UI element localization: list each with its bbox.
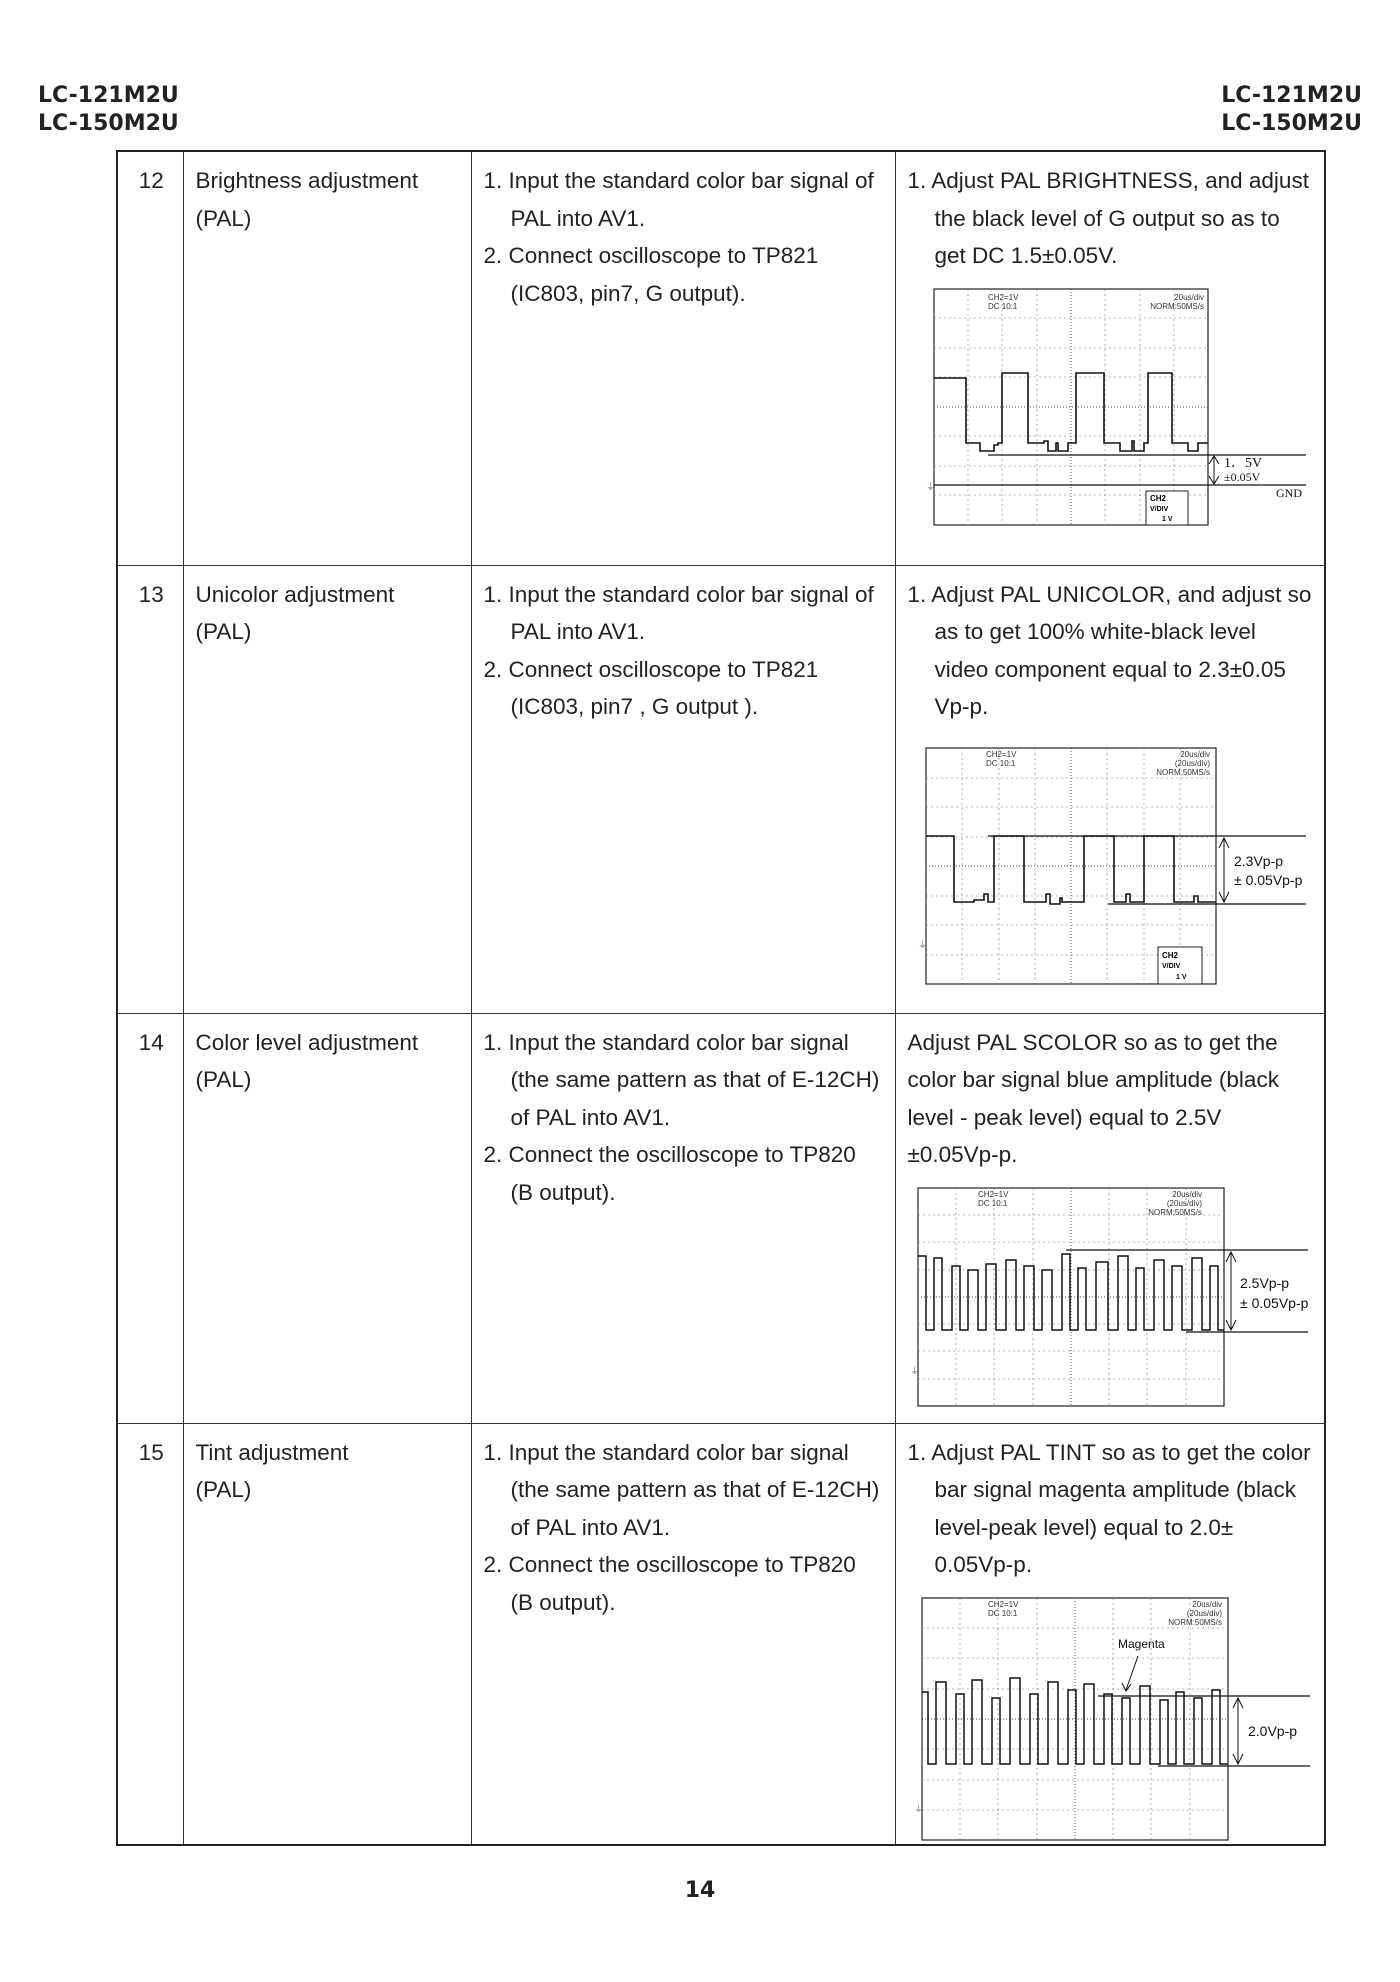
channel-label: V/DIV: [1161, 962, 1180, 970]
adjustment-item: [183, 1013, 471, 1423]
table-row: [117, 151, 1325, 565]
item-system: (PAL): [195, 205, 252, 231]
scope-setting-text: 20us/div: [1173, 292, 1204, 302]
adjustment-procedure: [895, 151, 1325, 565]
table-row: [117, 1013, 1325, 1423]
scope-setting-text: NORM:50MS/s: [1147, 1207, 1202, 1217]
scope-setting-text: NORM:50MS/s: [1167, 1617, 1222, 1627]
scope-setting-text: NORM:50MS/s: [1155, 767, 1210, 777]
row-number: 15: [117, 1423, 183, 1845]
ground-symbol-icon: ⏚: [913, 1803, 923, 1814]
condition-step: 1. Input the standard color bar signal of PAL into AV1.: [483, 168, 874, 231]
item-title: Brightness adjustment: [195, 168, 419, 193]
model-header-right: [1221, 82, 1362, 138]
marker-value: 2.3Vp-p: [1233, 852, 1283, 869]
row-number: 12: [117, 151, 183, 565]
condition-step: 2. Connect oscilloscope to TP821 (IC803, pin7 , G output ).: [483, 656, 819, 719]
scope-setting-text: 20us/div: [1191, 1599, 1222, 1609]
adjustment-item: [183, 565, 471, 1013]
scope-setting-text: DC 10:1: [987, 301, 1017, 311]
table-row: [117, 565, 1325, 1013]
model-name-2: LC-150M2U: [1221, 111, 1362, 136]
marker-value: 2.5Vp-p: [1239, 1274, 1289, 1291]
marker-gnd: GND: [1275, 485, 1302, 500]
scope-setting-text: (20us/div): [1186, 1608, 1222, 1618]
adjustment-procedure: [895, 1423, 1325, 1845]
model-name-1: LC-121M2U: [1221, 83, 1362, 108]
scope-setting-text: CH2=1V: [987, 1599, 1018, 1609]
scope-setting-text: CH2=1V: [987, 292, 1018, 302]
condition-step: 2. Connect oscilloscope to TP821 (IC803, pin7, G output).: [483, 243, 819, 306]
scope-setting-text: (20us/div): [1166, 1198, 1202, 1208]
page-number: 14: [684, 1878, 716, 1903]
scope-setting-text: DC 10:1: [985, 758, 1015, 768]
item-title: Unicolor adjustment: [195, 581, 395, 607]
condition-step: 1. Input the standard color bar signal of PAL into AV1.: [483, 581, 874, 644]
oscilloscope-waveform: [908, 285, 1308, 535]
marker-value: 2.0Vp-p: [1247, 1722, 1297, 1739]
adjustment-procedure: [895, 1013, 1325, 1423]
procedure-step: 1. Adjust PAL BRIGHTNESS, and adjust the black level of G output so as to get DC 1.5±0.05V.: [907, 168, 1309, 268]
ground-symbol-icon: ⏚: [925, 481, 935, 492]
scope-setting-text: DC 10:1: [987, 1608, 1017, 1618]
ground-symbol-icon: ⏚: [917, 939, 927, 950]
adjustment-procedure: [895, 565, 1325, 1013]
channel-label: CH2: [1161, 950, 1178, 960]
adjustment-conditions: [471, 151, 895, 565]
scope-setting-text: DC 10:1: [977, 1198, 1007, 1208]
condition-step: 1. Input the standard color bar signal (the same pattern as that of E-12CH) of PAL into AV1.: [483, 1439, 880, 1540]
magenta-annotation: Magenta: [1117, 1636, 1165, 1651]
ground-symbol-icon: ⏚: [909, 1365, 919, 1376]
scope-setting-text: CH2=1V: [977, 1189, 1008, 1199]
scope-setting-text: NORM:50MS/s: [1149, 301, 1204, 311]
adjustment-table: [116, 150, 1326, 1846]
table-row: [117, 1423, 1325, 1845]
scope-setting-text: 20us/div: [1171, 1189, 1202, 1199]
channel-label: 1 V: [1161, 515, 1173, 523]
model-header-left: [38, 82, 179, 138]
scope-setting-text: (20us/div): [1174, 758, 1210, 768]
condition-step: 2. Connect the oscilloscope to TP820 (B output).: [483, 1552, 856, 1615]
adjustment-conditions: [471, 1013, 895, 1423]
marker-tolerance: ± 0.05Vp-p: [1239, 1294, 1308, 1311]
condition-step: 1. Input the standard color bar signal (the same pattern as that of E-12CH) of PAL into AV1.: [483, 1029, 880, 1130]
adjustment-conditions: [471, 1423, 895, 1845]
item-title: Tint adjustment: [195, 1439, 349, 1465]
marker-tolerance: ± 0.05Vp-p: [1233, 871, 1302, 888]
scope-setting-text: CH2=1V: [985, 749, 1016, 759]
marker-tolerance: ±0.05V: [1223, 469, 1260, 484]
oscilloscope-waveform: [906, 1184, 1310, 1412]
item-title: Color level adjustment: [195, 1029, 419, 1055]
adjustment-item: [183, 1423, 471, 1845]
procedure-step: 1. Adjust PAL UNICOLOR, and adjust so as to get 100% white-black level video component equal to 2.3±0.05 Vp-p.: [907, 581, 1312, 719]
model-name-2: LC-150M2U: [38, 111, 179, 136]
procedure-text: Adjust PAL SCOLOR so as to get the color bar signal blue amplitude (black level - peak level) equal to 2.5V ±0.05Vp-p.: [907, 1029, 1279, 1167]
channel-label: V/DIV: [1149, 505, 1168, 513]
row-number: 14: [117, 1013, 183, 1423]
adjustment-item: [183, 151, 471, 565]
marker-value: 1．5V: [1223, 455, 1262, 471]
procedure-step: 1. Adjust PAL TINT so as to get the color bar signal magenta amplitude (black level-peak level) equal to 2.0± 0.05Vp-p.: [907, 1439, 1311, 1577]
item-system: (PAL): [195, 1067, 252, 1092]
adjustment-conditions: [471, 565, 895, 1013]
condition-step: 2. Connect the oscilloscope to TP820 (B output).: [483, 1142, 856, 1205]
oscilloscope-waveform: [908, 742, 1308, 992]
model-name-1: LC-121M2U: [38, 83, 179, 108]
row-number: 13: [117, 565, 183, 1013]
item-system: (PAL): [195, 1477, 252, 1502]
item-system: (PAL): [195, 619, 252, 644]
channel-label: 1 V: [1175, 973, 1187, 981]
oscilloscope-waveform: [908, 1594, 1312, 1844]
scope-setting-text: 20us/div: [1179, 749, 1210, 759]
channel-label: CH2: [1149, 493, 1166, 503]
